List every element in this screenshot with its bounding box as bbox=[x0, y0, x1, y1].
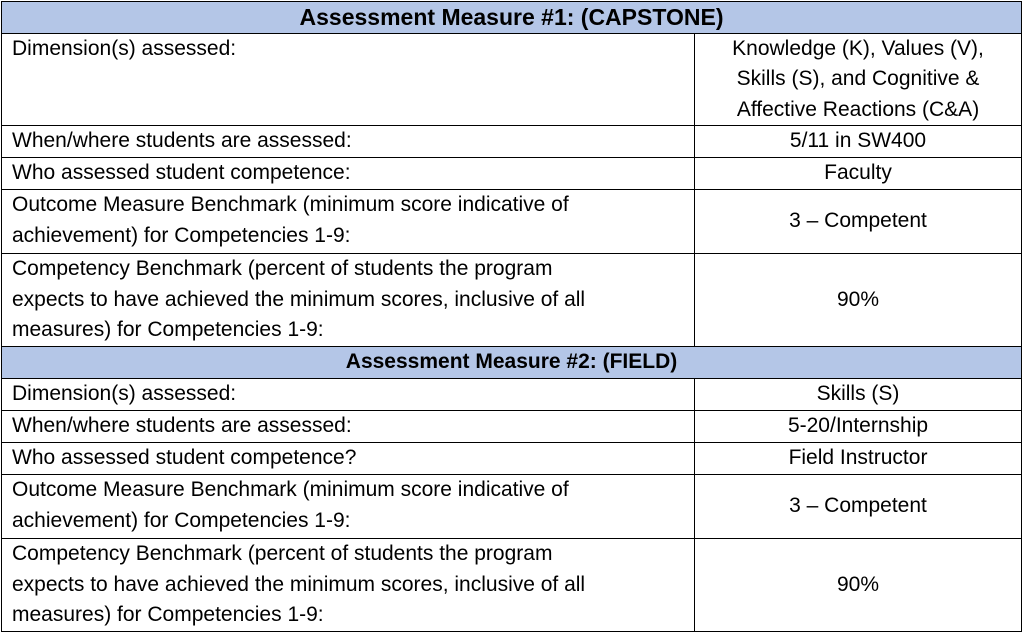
row-label: Who assessed student competence? bbox=[2, 443, 695, 475]
row-value: 90% bbox=[695, 539, 1022, 632]
label-line: expects to have achieved the minimum scores, inclusive of all bbox=[12, 572, 586, 596]
table-row bbox=[2, 475, 1022, 539]
row-label bbox=[2, 254, 695, 347]
row-value: Skills (S) bbox=[695, 379, 1022, 411]
row-value: 5/11 in SW400 bbox=[695, 126, 1022, 158]
row-value bbox=[695, 33, 1022, 126]
label-line: Competency Benchmark (percent of students the program bbox=[12, 542, 553, 565]
row-value: 3 – Competent bbox=[695, 190, 1022, 254]
row-label: When/where students are assessed: bbox=[2, 126, 695, 158]
table-row bbox=[2, 379, 1022, 411]
row-value: 3 – Competent bbox=[695, 475, 1022, 539]
table-row bbox=[2, 190, 1022, 254]
row-value: Faculty bbox=[695, 158, 1022, 190]
row-label: Dimension(s) assessed: bbox=[2, 379, 695, 411]
row-label bbox=[2, 190, 695, 254]
label-line: Competency Benchmark (percent of students the program bbox=[12, 257, 553, 280]
measure-1-title: Assessment Measure #1: (CAPSTONE) bbox=[2, 2, 1022, 34]
label-line: Outcome Measure Benchmark (minimum score indicative of bbox=[12, 193, 569, 216]
label-line: achievement) for Competencies 1-9: bbox=[12, 223, 351, 247]
measure-2-header-row bbox=[2, 347, 1022, 379]
measure-1-header-row bbox=[2, 2, 1022, 34]
table-row bbox=[2, 254, 1022, 347]
table-row bbox=[2, 539, 1022, 632]
table-row bbox=[2, 158, 1022, 190]
label-line: Outcome Measure Benchmark (minimum score indicative of bbox=[12, 478, 569, 501]
row-label: Dimension(s) assessed: bbox=[2, 33, 695, 126]
table-row bbox=[2, 126, 1022, 158]
assessment-table bbox=[1, 1, 1022, 632]
row-label bbox=[2, 475, 695, 539]
value-line: Skills (S), and Cognitive & bbox=[736, 67, 980, 90]
row-value: 90% bbox=[695, 254, 1022, 347]
assessment-document bbox=[1, 1, 1021, 638]
row-value: Field Instructor bbox=[695, 443, 1022, 475]
table-row bbox=[2, 411, 1022, 443]
row-label: Who assessed student competence: bbox=[2, 158, 695, 190]
label-line: expects to have achieved the minimum scores, inclusive of all bbox=[12, 287, 586, 311]
label-line: measures) for Competencies 1-9: bbox=[12, 318, 324, 341]
value-line: Affective Reactions (C&A) bbox=[736, 97, 980, 121]
value-line: Knowledge (K), Values (V), bbox=[732, 36, 984, 60]
row-label: When/where students are assessed: bbox=[2, 411, 695, 443]
label-line: measures) for Competencies 1-9: bbox=[12, 603, 324, 626]
row-value: 5-20/Internship bbox=[695, 411, 1022, 443]
table-row bbox=[2, 33, 1022, 126]
label-line: achievement) for Competencies 1-9: bbox=[12, 508, 351, 532]
table-row bbox=[2, 443, 1022, 475]
measure-2-title: Assessment Measure #2: (FIELD) bbox=[2, 347, 1022, 379]
row-label bbox=[2, 539, 695, 632]
